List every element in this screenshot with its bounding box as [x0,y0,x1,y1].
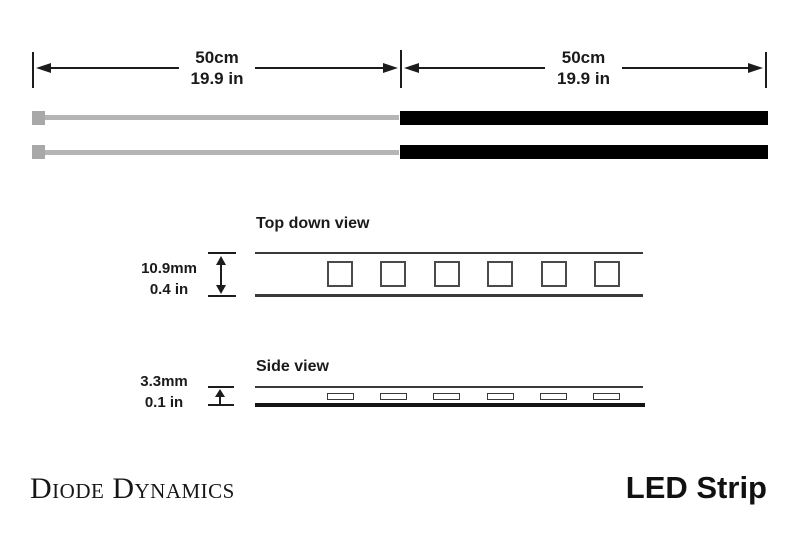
side-strip-top-edge [255,386,643,388]
height-dim-arrow-line [219,395,221,404]
dimension-line [51,67,179,69]
dimension-imperial: 19.9 in [190,69,244,88]
side-led-row [327,393,620,400]
dimension-label-left [179,47,256,89]
top-down-strip-top-edge [255,252,643,254]
height-measure-label [128,371,200,413]
led-side-profile [380,393,407,400]
led-side-profile [327,393,354,400]
led-side-profile [540,393,567,400]
arrowhead-right-icon [748,63,763,73]
width-dim-tick-bottom [208,295,236,297]
lead-wire [45,115,399,120]
width-measure-label [133,258,205,300]
dimension-arrow-right-segment [404,48,763,88]
height-metric: 3.3mm [140,373,188,390]
dimension-label-right [545,47,622,89]
product-title: LED Strip [625,470,767,505]
top-down-led-row [327,261,620,287]
lead-wire [45,150,399,155]
led-strip-bar [400,111,768,125]
led-square [327,261,353,287]
dimension-tick-right [765,52,767,88]
top-down-view-title: Top down view [256,215,370,232]
led-strip-bar [400,145,768,159]
led-side-profile [487,393,514,400]
led-side-profile [433,393,460,400]
dimension-line [622,67,748,69]
dimension-imperial: 19.9 in [557,69,610,88]
arrowhead-right-icon [383,63,398,73]
arrowhead-down-icon [216,285,226,294]
wire-connector [32,145,45,159]
side-strip-bottom-edge [255,403,645,407]
wire-connector [32,111,45,125]
brand-logo: Diode Dynamics [30,472,235,505]
side-view-title: Side view [256,358,329,375]
dimension-line [255,67,383,69]
dimension-line [419,67,545,69]
height-dim-tick-bottom [208,404,234,406]
led-side-profile [593,393,620,400]
dimension-arrow-left-segment [36,48,398,88]
led-square [487,261,513,287]
led-square [594,261,620,287]
dimension-tick-middle [400,50,402,88]
height-dim-tick-top [208,386,234,388]
width-dim-arrow-line [220,263,222,287]
led-square [380,261,406,287]
dimension-metric: 50cm [195,48,239,67]
dimension-tick-left [32,52,34,88]
width-imperial: 0.4 in [149,281,189,298]
dimension-metric: 50cm [561,48,606,67]
led-square [541,261,567,287]
width-dim-tick-top [208,252,236,254]
arrowhead-left-icon [36,63,51,73]
width-metric: 10.9mm [141,260,197,277]
height-imperial: 0.1 in [144,394,184,411]
top-down-strip-bottom-edge [255,294,643,297]
led-square [434,261,460,287]
arrowhead-left-icon [404,63,419,73]
